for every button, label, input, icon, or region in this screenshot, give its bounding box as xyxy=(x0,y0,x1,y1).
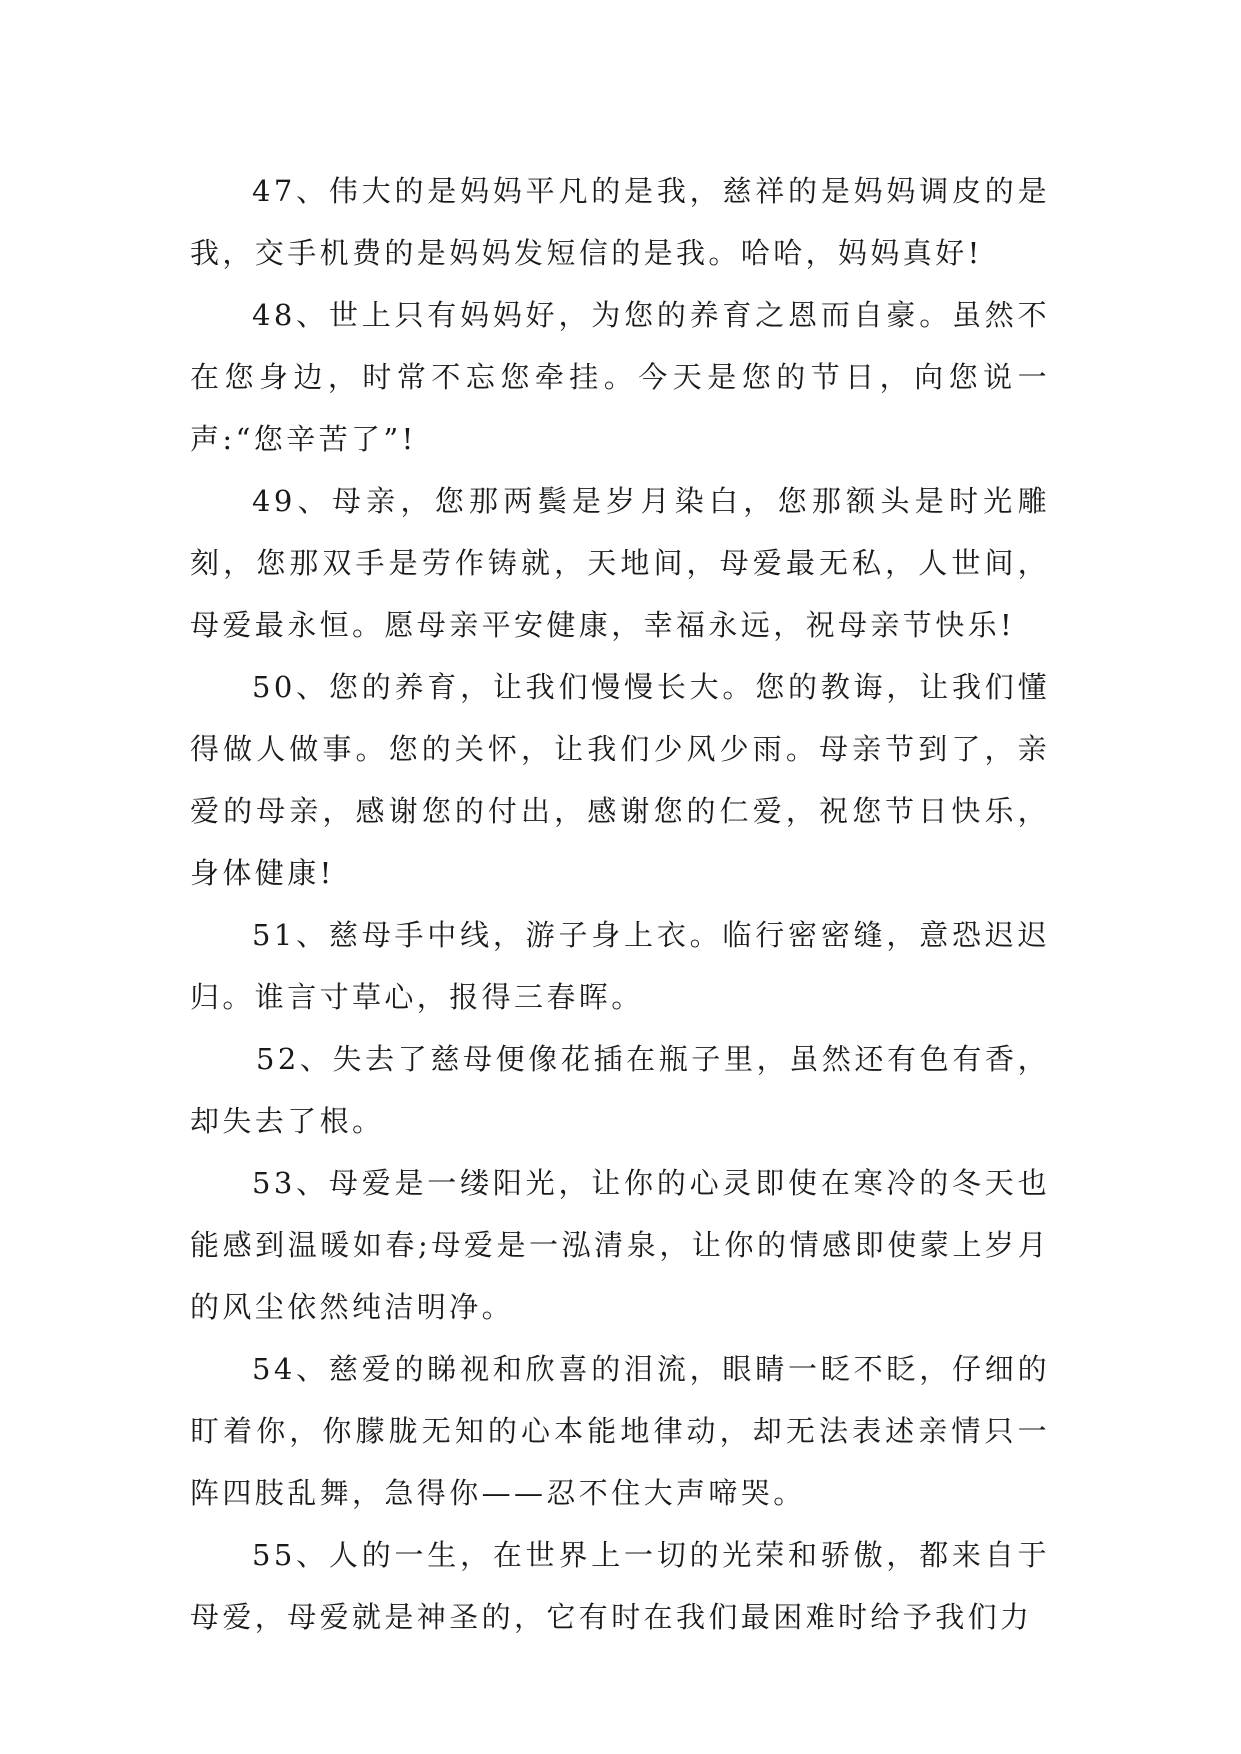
paragraph-55: 55、人的一生，在世界上一切的光荣和骄傲，都来自于母爱，母爱就是神圣的，它有时在我们最困难时给予我们力 xyxy=(190,1538,1050,1634)
paragraph-48: 48、世上只有妈妈好，为您的养育之恩而自豪。虽然不在您身边，时常不忘您牵挂。今天是您的节日，向您说一声:“您辛苦了”! xyxy=(190,298,1050,456)
paragraph-52: 52、失去了慈母便像花插在瓶子里，虽然还有色有香，却失去了根。 xyxy=(190,1042,1050,1138)
paragraph-54: 54、慈爱的睇视和欣喜的泪流，眼睛一眨不眨，仔细的盯着你，你朦胧无知的心本能地律动，却无法表述亲情只一阵四肢乱舞，急得你——忍不住大声啼哭。 xyxy=(190,1352,1050,1510)
paragraph-47: 47、伟大的是妈妈平凡的是我，慈祥的是妈妈调皮的是我，交手机费的是妈妈发短信的是我。哈哈，妈妈真好! xyxy=(190,174,1050,270)
paragraph-51: 51、慈母手中线，游子身上衣。临行密密缝，意恐迟迟归。谁言寸草心，报得三春晖。 xyxy=(190,918,1050,1014)
document-body xyxy=(190,160,1050,1648)
paragraph-53: 53、母爱是一缕阳光，让你的心灵即使在寒冷的冬天也能感到温暖如春;母爱是一泓清泉，让你的情感即使蒙上岁月的风尘依然纯洁明净。 xyxy=(190,1166,1050,1324)
paragraph-49: 49、母亲，您那两鬓是岁月染白，您那额头是时光雕刻，您那双手是劳作铸就，天地间，母爱最无私，人世间，母爱最永恒。愿母亲平安健康，幸福永远，祝母亲节快乐! xyxy=(190,484,1050,642)
paragraph-50: 50、您的养育，让我们慢慢长大。您的教诲，让我们懂得做人做事。您的关怀，让我们少风少雨。母亲节到了，亲爱的母亲，感谢您的付出，感谢您的仁爱，祝您节日快乐，身体健康! xyxy=(190,670,1050,890)
